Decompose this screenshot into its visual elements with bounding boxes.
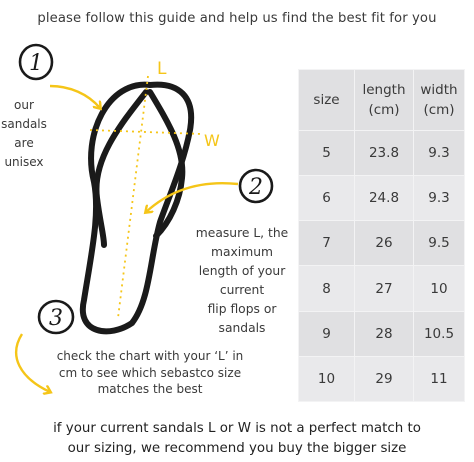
step-3-badge — [39, 301, 73, 333]
cell-size: 7 — [299, 221, 355, 266]
table-header-row — [299, 70, 465, 131]
note-line: current — [219, 283, 265, 297]
table-row — [299, 266, 465, 311]
table-row — [299, 131, 465, 176]
size-chart-table — [298, 69, 465, 402]
cell-width: 10 — [414, 266, 465, 311]
arrow-to-strap — [146, 183, 238, 212]
note-line: flip flops or — [207, 302, 277, 316]
step-3-label: 3 — [49, 306, 63, 331]
cell-width: 9.5 — [414, 221, 465, 266]
step-2-badge — [240, 170, 272, 202]
footer-line: if your current sandals L or W is not a perfect match to — [53, 421, 421, 436]
note-line: sandals — [1, 117, 47, 131]
step-1-badge — [20, 45, 52, 79]
note-line: check the chart with your ‘L’ in — [56, 349, 244, 363]
header-size: size — [299, 70, 355, 131]
cell-length: 26 — [355, 221, 414, 266]
width-guide — [90, 130, 202, 134]
cell-length: 28 — [355, 311, 414, 356]
page-header: please follow this guide and help us find the best fit for you — [37, 11, 437, 26]
cell-width: 11 — [414, 356, 465, 401]
table-row — [299, 176, 465, 221]
cell-size: 10 — [299, 356, 355, 401]
note-line: sandals — [218, 321, 266, 335]
cell-size: 5 — [299, 131, 355, 176]
cell-length: 29 — [355, 356, 414, 401]
unisex-note — [0, 96, 48, 172]
measure-note — [190, 224, 294, 338]
table-row — [299, 356, 465, 401]
arrow-to-toe — [50, 86, 100, 108]
header-width: width (cm) — [414, 70, 465, 131]
note-line: matches the best — [97, 382, 203, 396]
footer-line: our sizing, we recommend you buy the bigger size — [67, 441, 407, 456]
cell-length: 27 — [355, 266, 414, 311]
cell-size: 6 — [299, 176, 355, 221]
width-letter: W — [204, 131, 220, 150]
step-2-label: 2 — [249, 175, 263, 200]
cell-width: 10.5 — [414, 311, 465, 356]
note-line: cm to see which sebastco size — [58, 365, 242, 380]
cell-size: 8 — [299, 266, 355, 311]
note-line: our — [14, 98, 34, 112]
table-row — [299, 221, 465, 266]
sandal-strap-right — [150, 92, 182, 236]
cell-length: 23.8 — [355, 131, 414, 176]
footer-recommendation — [0, 419, 474, 459]
cell-width: 9.3 — [414, 131, 465, 176]
note-line: unisex — [4, 155, 44, 169]
length-letter: L — [157, 59, 167, 79]
cell-width: 9.3 — [414, 176, 465, 221]
cell-length: 24.8 — [355, 176, 414, 221]
note-line: measure L, the — [195, 226, 289, 240]
cell-size: 9 — [299, 311, 355, 356]
header-length: length (cm) — [355, 70, 414, 131]
step-1-label: 1 — [29, 51, 43, 76]
chart-note — [30, 348, 270, 398]
note-line: maximum — [211, 245, 273, 259]
table-row — [299, 311, 465, 356]
note-line: length of your — [198, 264, 286, 278]
note-line: are — [14, 136, 34, 150]
